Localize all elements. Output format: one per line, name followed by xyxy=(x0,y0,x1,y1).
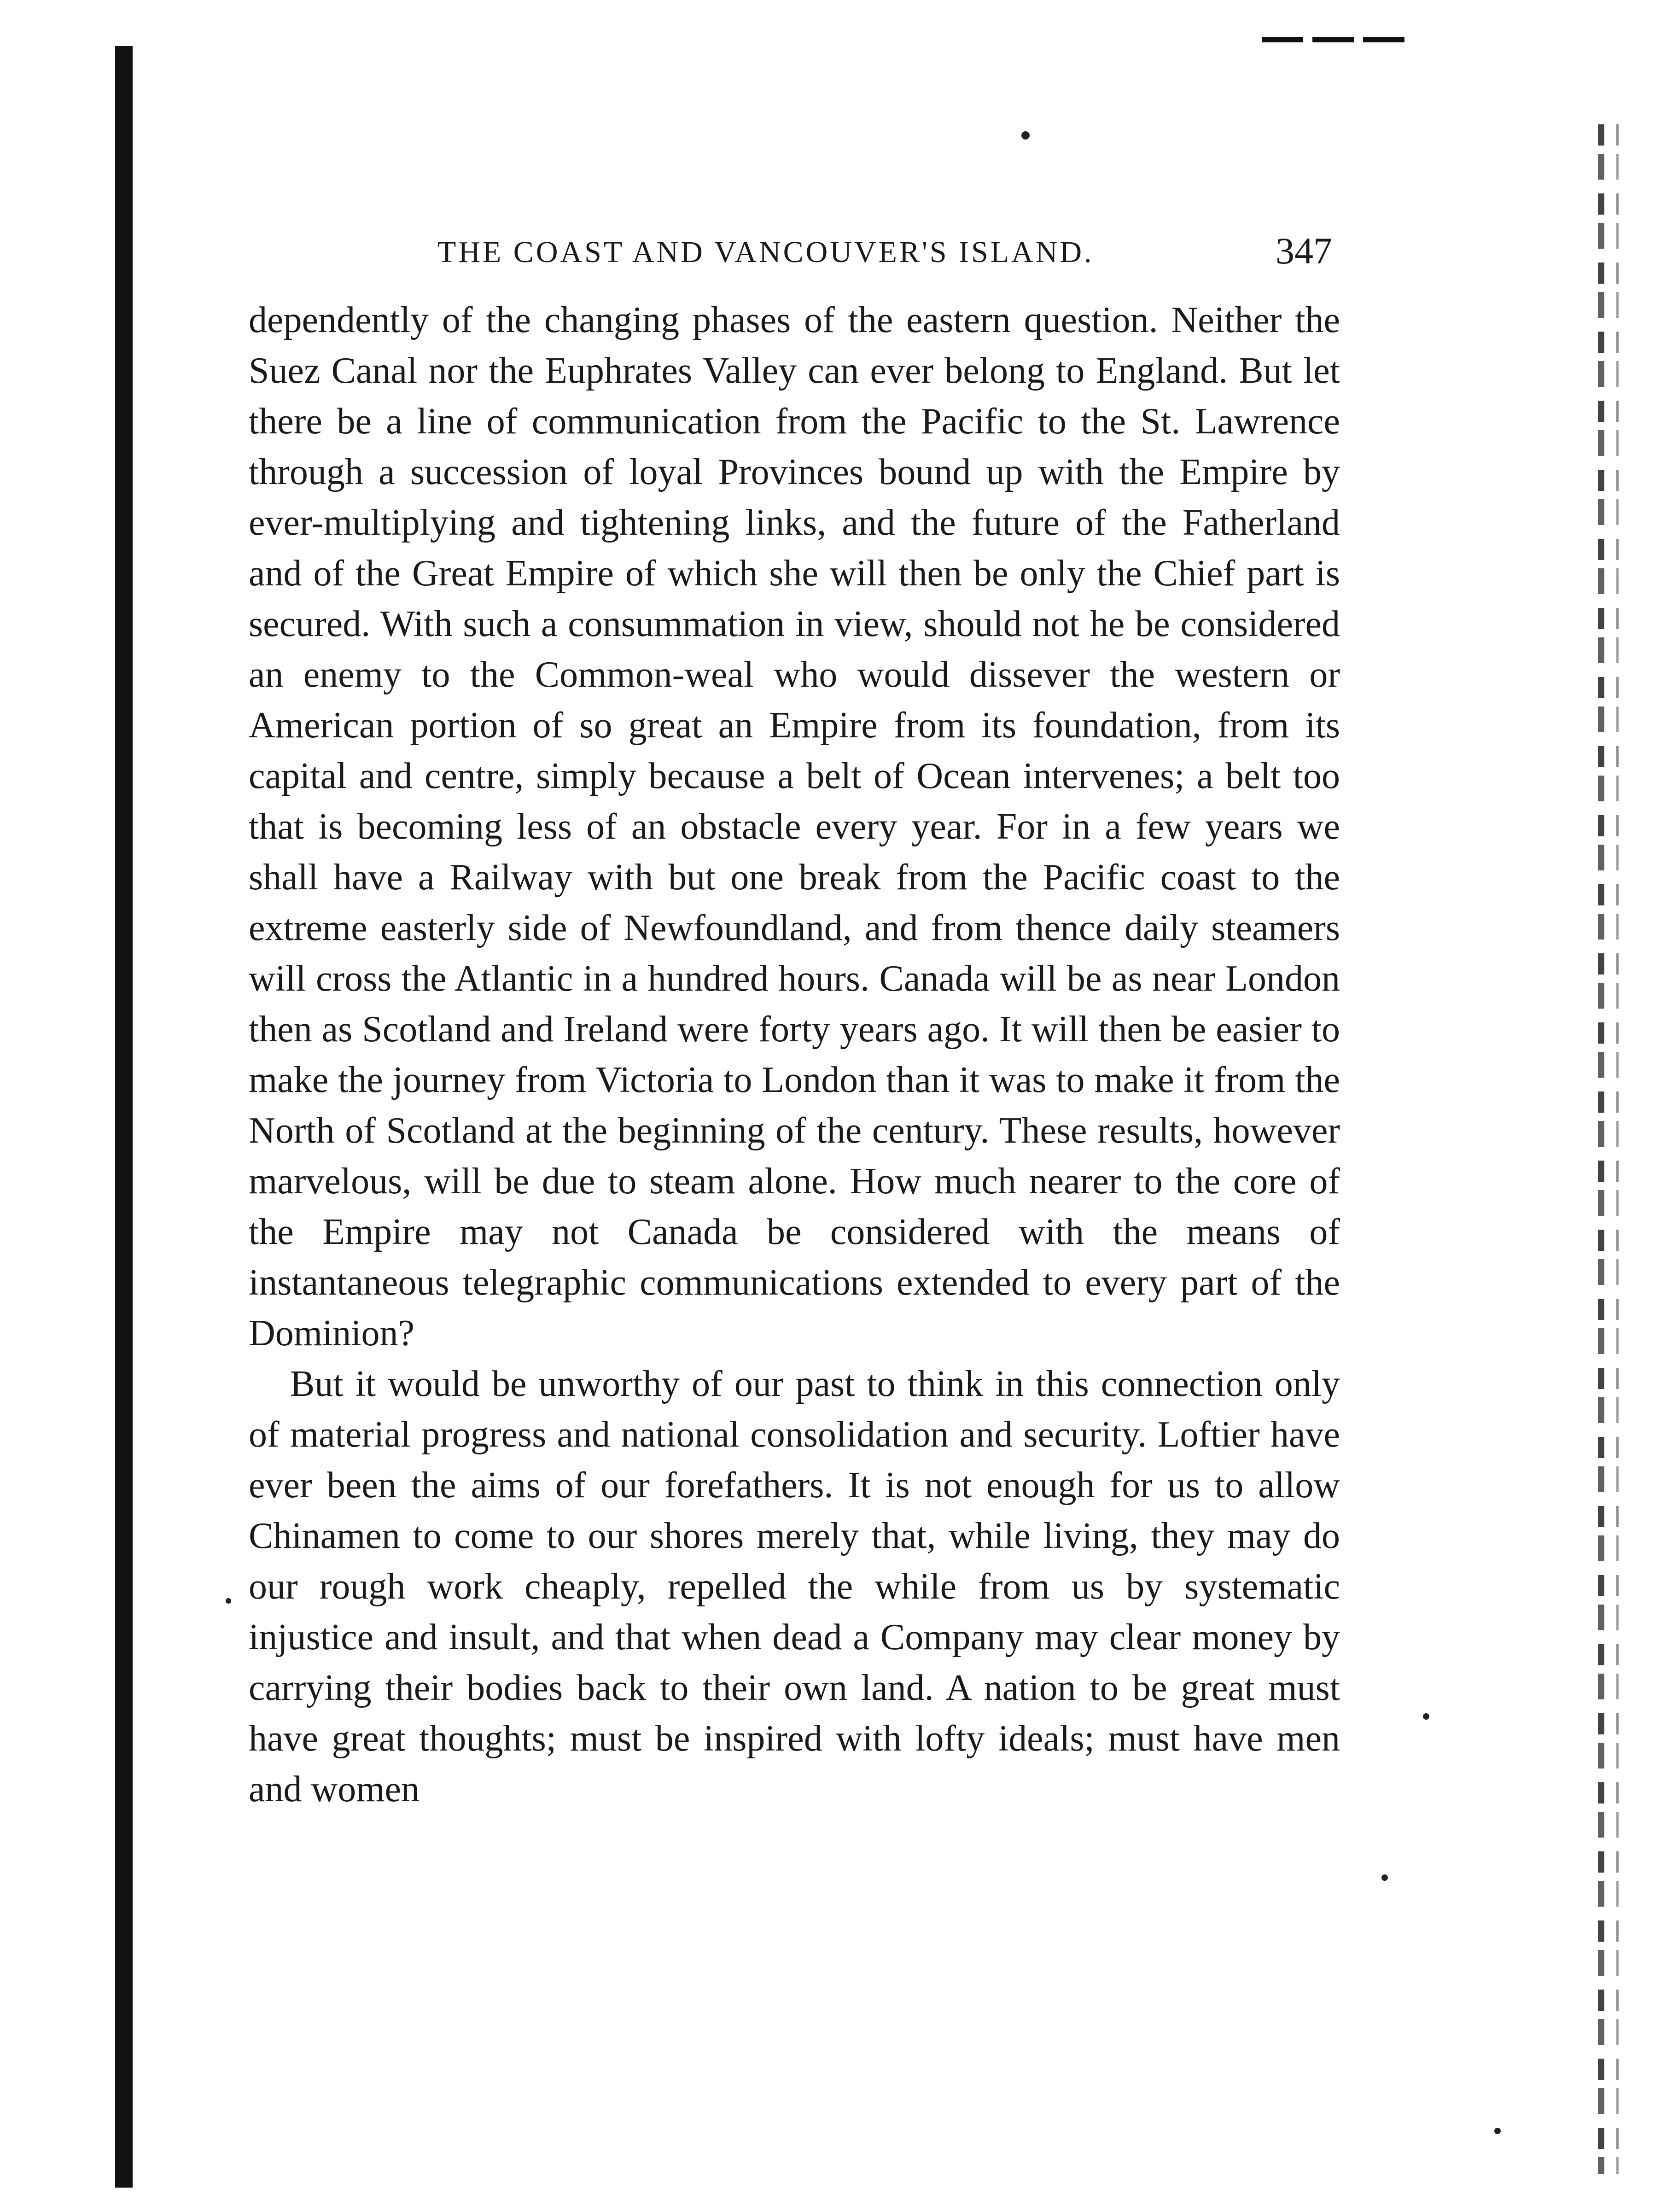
running-head xyxy=(249,226,1354,276)
paragraph-new: But it would be unworthy of our past to think in this connection only of material progress and national consolidation and security. Loftier have ever been the aims of our forefathers. It is not enough for us to allow Chinamen to come to our shores merely that, while living, they may do our rough work cheaply, repelled the while from us by systematic injustice and insult, and that when dead a Company may clear money by carrying their bodies back to their own land. A nation to be great must have great thoughts; must be inspired with lofty ideals; must have men and women xyxy=(249,1364,1340,1809)
scan-edge-strip-thin xyxy=(1616,124,1619,2174)
binding-edge-bar xyxy=(115,46,133,2188)
scan-speck xyxy=(1021,131,1030,140)
scan-speck xyxy=(1494,2128,1501,2134)
running-title: THE COAST AND VANCOUVER'S ISLAND. xyxy=(437,235,1094,269)
scan-speck xyxy=(1423,1713,1429,1720)
scan-speck xyxy=(226,1598,231,1604)
paragraph-continued: dependently of the changing phases of the eastern question. Neither the Suez Canal nor the Euphrates Valley can ever belong to England. But let there be a line of communication from the Pacific to the St. Lawrence through a succession of loyal Provinces bound up with the Empire by ever-multiplying and tightening links, and the future of the Fatherland and of the Great Empire of which she will then be only the Chief part is secured. With such a consummation in view, should not he be considered an enemy to the Common-weal who would dissever the western or American portion of so great an Empire from its foundation, from its capital and centre, simply because a belt of Ocean intervenes; a belt too that is becoming less of an obstacle every year. For in a few years we shall have a Railway with but one break from the Pacific coast to the extreme easterly side of Newfoundland, and from thence daily steamers will cross the Atlantic in a hundred hours. Canada will be as near London then as Scotland and Ireland were forty years ago. It will then be easier to make the journey from Victoria to London than it was to make it from the North of Scotland at the beginning of the century. These results, however marvelous, will be due to steam alone. How much nearer to the core of the Empire may not Canada be considered with the means of instantaneous telegraphic communications extended to every part of the Dominion? xyxy=(249,300,1340,1354)
page-number: 347 xyxy=(1276,230,1332,272)
body-text xyxy=(249,295,1340,1815)
scan-edge-strip xyxy=(1598,124,1604,2174)
scan-speck xyxy=(1381,1874,1388,1881)
scan-corner-dashes xyxy=(1262,37,1409,42)
